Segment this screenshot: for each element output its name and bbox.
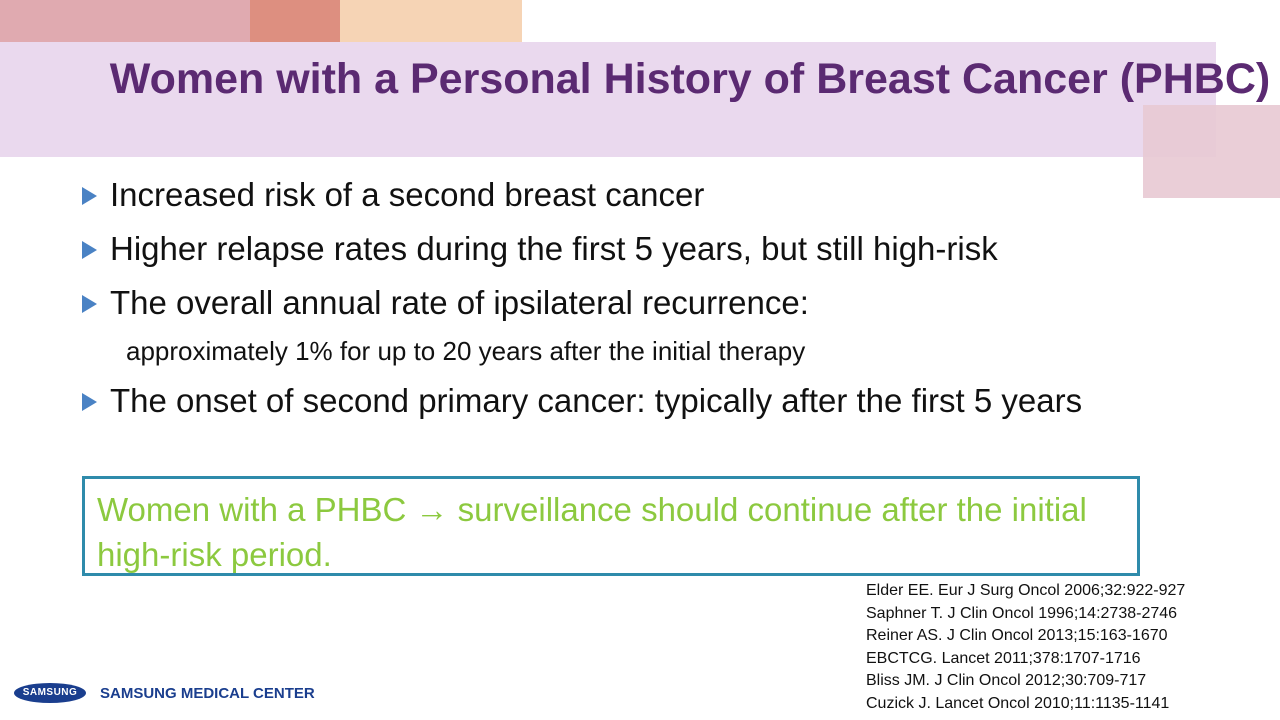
callout-text: Women with a PHBC → surveillance should continue after the initial high-risk period. xyxy=(97,491,1087,573)
triangle-bullet-icon xyxy=(82,393,97,411)
highlight-callout-box xyxy=(82,476,1140,576)
bullet-text: Increased risk of a second breast cancer xyxy=(110,176,705,213)
triangle-bullet-icon xyxy=(82,295,97,313)
reference-item: Saphner T. J Clin Oncol 1996;14:2738-2746 xyxy=(866,604,1178,622)
bullet-item xyxy=(80,378,1140,424)
bullet-item xyxy=(80,226,1140,272)
samsung-logo: SAMSUNG xyxy=(14,683,86,703)
reference-item: Cuzick J. Lancet Oncol 2010;11:1135-1141 xyxy=(866,694,1170,712)
reference-item: Bliss JM. J Clin Oncol 2012;30:709-717 xyxy=(866,672,1147,689)
triangle-bullet-icon xyxy=(82,187,97,205)
page-title: Women with a Personal History of Breast Cancer (PHBC) xyxy=(109,55,1271,103)
bullet-text: The onset of second primary cancer: typically after the first 5 years xyxy=(110,382,1083,419)
bullet-item xyxy=(80,280,1140,326)
triangle-bullet-icon xyxy=(82,241,97,259)
sub-bullet-text: approximately 1% for up to 20 years after the initial therapy xyxy=(126,336,806,366)
references-list xyxy=(866,580,1266,715)
organization-name: SAMSUNG MEDICAL CENTER xyxy=(100,685,315,702)
side-decoration-block xyxy=(1143,105,1280,198)
bullet-text: Higher relapse rates during the first 5 years, but still high-risk xyxy=(110,230,998,267)
bullet-text: The overall annual rate of ipsilateral recurrence: xyxy=(110,284,809,321)
bullet-item xyxy=(80,172,1140,218)
bullet-list xyxy=(80,172,1140,424)
reference-item: Elder EE. Eur J Surg Oncol 2006;32:922-927 xyxy=(866,582,1186,599)
reference-item: EBCTCG. Lancet 2011;378:1707-1716 xyxy=(866,649,1141,667)
reference-item: Reiner AS. J Clin Oncol 2013;15:163-1670 xyxy=(866,627,1168,644)
